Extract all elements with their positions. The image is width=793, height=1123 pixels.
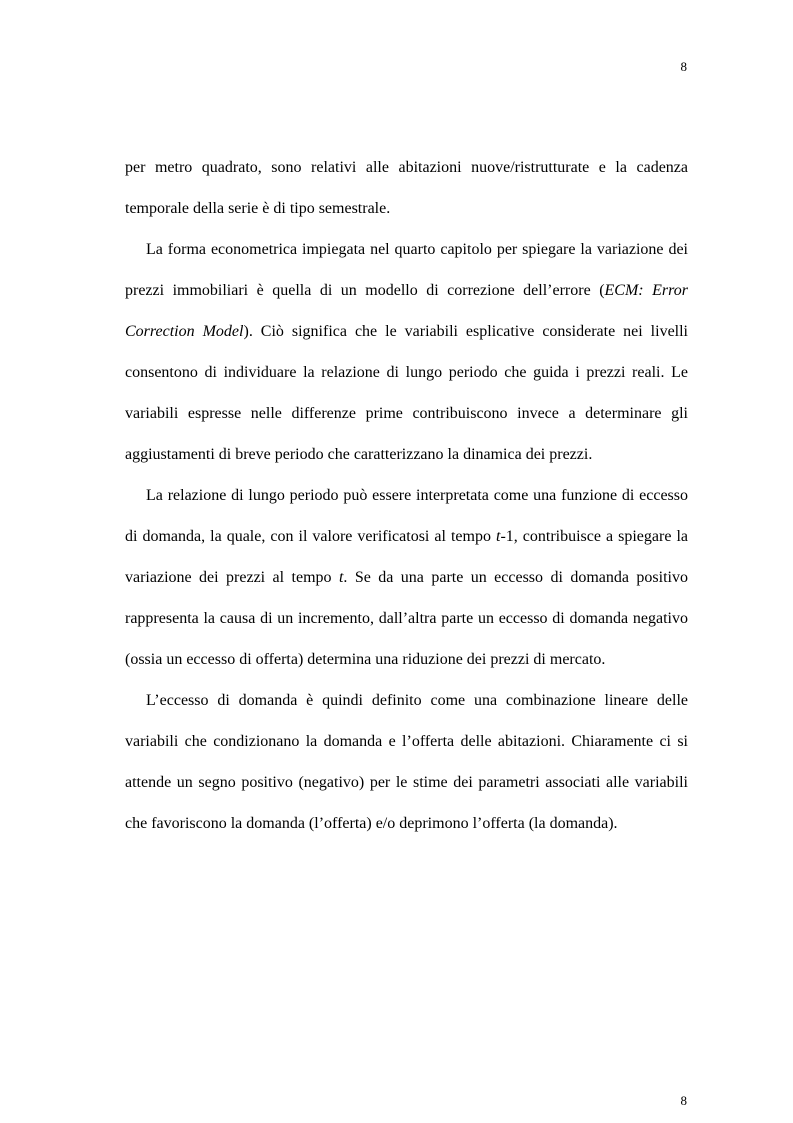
header-page-number: 8 <box>680 59 687 74</box>
paragraph-3-text-c: . Se da una parte un eccesso di domanda positivo rappresenta la causa di un incremento, dall’altra parte un eccesso di domanda negativo (ossia un eccesso di offerta) determina una riduzione dei prezzi di mercato. <box>125 569 688 668</box>
paragraph-4: L’eccesso di domanda è quindi definito come una combinazione lineare delle variabili che condizionano la domanda e l’offerta delle abitazioni. Chiaramente ci si attende un segno positivo (negativo) per le stime dei parametri associati alle variabili che favoriscono la domanda (l’offerta) e/o deprimono l’offerta (la domanda). <box>125 692 688 832</box>
paragraph-3-text-b: -1, contribuisce a spiegare la variazione dei prezzi al tempo <box>125 528 688 586</box>
paragraph-3-text-a: La relazione di lungo periodo può essere interpretata come una funzione di eccesso di domanda, la quale, con il valore verificatosi al tempo <box>125 487 688 545</box>
ecm-term: ECM: Error Correction Model <box>125 282 688 340</box>
time-variable: t <box>495 528 501 545</box>
paragraph-2 <box>125 229 688 475</box>
body-text <box>125 147 688 844</box>
time-variable: t <box>338 569 344 586</box>
paragraph-3 <box>125 475 688 680</box>
footer-page-number: 8 <box>680 1093 687 1108</box>
paragraph-2-text-b: ). Ciò significa che le variabili esplicative considerate nei livelli consentono di individuare la relazione di lungo periodo che guida i prezzi reali. Le variabili espresse nelle differenze prime contribuiscono invece a determinare gli aggiustamenti di breve periodo che caratterizzano la dinamica dei prezzi. <box>125 323 689 463</box>
paragraph-2-text-a: La forma econometrica impiegata nel quarto capitolo per spiegare la variazione dei prezzi immobiliari è quella di un modello di correzione dell’errore ( <box>125 241 688 299</box>
paragraph-1: per metro quadrato, sono relativi alle abitazioni nuove/ristrutturate e la cadenza temporale della serie è di tipo semestrale. <box>125 159 688 217</box>
